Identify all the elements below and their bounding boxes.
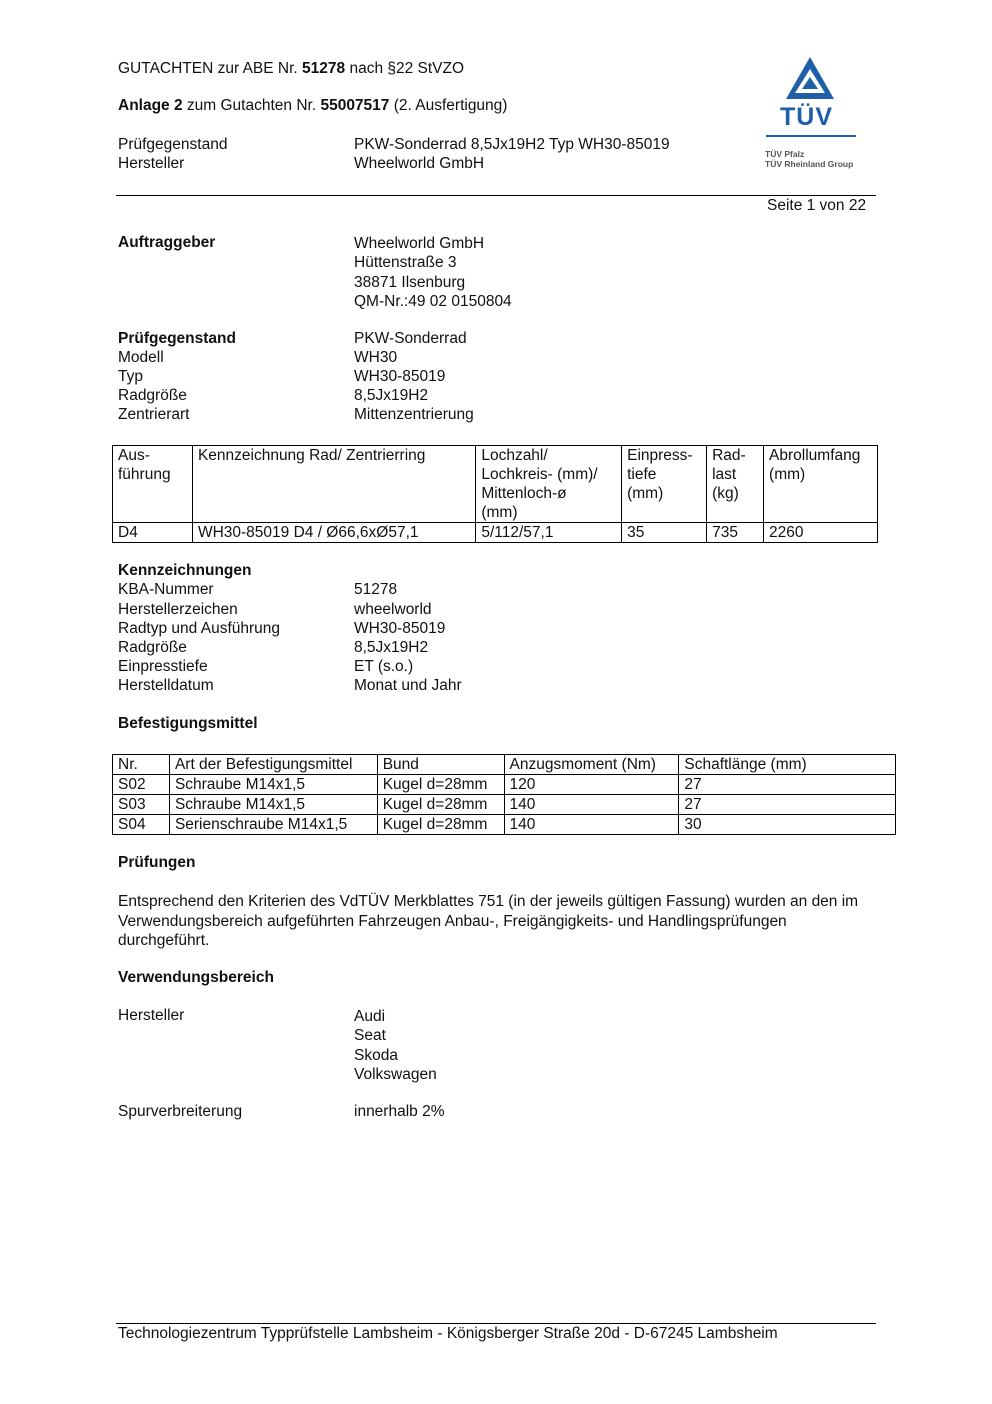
table-cell: 35 [622, 523, 707, 543]
table-cell: 140 [504, 795, 679, 815]
table-cell: 140 [504, 815, 679, 835]
table-cell: 2260 [764, 523, 878, 543]
verwendung-hersteller-label: Hersteller [118, 1007, 185, 1024]
wheel-table [112, 445, 878, 543]
table-cell: S03 [113, 795, 170, 815]
header-hersteller-label: Hersteller [118, 155, 185, 172]
table-cell: Schraube M14x1,5 [169, 775, 377, 795]
auftraggeber-line: Wheelworld GmbH [354, 235, 485, 252]
list-item: Seat [354, 1027, 386, 1045]
header-anlage: Anlage 2 zum Gutachten Nr. 55007517 (2. Ausfertigung) [118, 97, 508, 114]
pruefgegenstand-label: Prüfgegenstand [118, 330, 236, 347]
header-divider [116, 195, 876, 196]
table-cell: Kugel d=28mm [377, 775, 504, 795]
verwendung-hersteller-list [354, 1007, 437, 1084]
radgroesse-label: Radgröße [118, 387, 187, 404]
befestigung-title: Befestigungsmittel [118, 715, 258, 732]
zentrierart-label: Zentrierart [118, 406, 190, 423]
table-cell: WH30-85019 D4 / Ø66,6xØ57,1 [192, 523, 475, 543]
kbz-label: KBA-Nummer [118, 581, 214, 598]
list-item: Audi [354, 1008, 386, 1025]
footer-text: Technologiezentrum Typprüfstelle Lambsheim - Königsberger Straße 20d - D-67245 Lambsheim [118, 1325, 778, 1342]
table-cell: S02 [113, 775, 170, 795]
header-pg-value: PKW-Sonderrad 8,5Jx19H2 Typ WH30-85019 [354, 136, 670, 153]
table-cell: 120 [504, 775, 679, 795]
header-pg-label: Prüfgegenstand [118, 136, 228, 153]
table-cell: Serienschraube M14x1,5 [169, 815, 377, 835]
verwendung-title: Verwendungsbereich [118, 969, 274, 986]
list-item: Volkswagen [354, 1065, 437, 1083]
list-item: Skoda [354, 1046, 398, 1064]
table-header-cell: Bund [377, 755, 504, 775]
table-cell: 27 [679, 775, 896, 795]
wheel-header-cell: Einpress- tiefe (mm) [622, 446, 707, 523]
footer-divider [116, 1323, 876, 1324]
table-header-cell: Nr. [113, 755, 170, 775]
modell-value: WH30 [354, 349, 398, 366]
tuv-logo-text: TÜV [780, 103, 833, 131]
table-cell: D4 [113, 523, 193, 543]
wheel-header-cell: Rad- last (kg) [707, 446, 764, 523]
table-cell: 735 [707, 523, 764, 543]
page-number: Seite 1 von 22 [767, 197, 867, 214]
tuv-logo-sub1: TÜV Pfalz [765, 149, 805, 159]
header-hersteller-value: Wheelworld GmbH [354, 155, 485, 172]
wheel-header-cell: Aus- führung [113, 446, 193, 523]
tuv-logo [762, 55, 862, 175]
auftraggeber-label: Auftraggeber [118, 234, 216, 251]
wheel-table-header-row [113, 446, 878, 523]
table-header-cell: Anzugsmoment (Nm) [504, 755, 679, 775]
typ-label: Typ [118, 368, 143, 385]
spur-label: Spurverbreiterung [118, 1103, 243, 1120]
kbz-label: Einpresstiefe [118, 658, 208, 675]
radgroesse-value: 8,5Jx19H2 [354, 387, 429, 404]
auftraggeber-line: 38871 Ilsenburg [354, 273, 466, 291]
table-cell: Kugel d=28mm [377, 795, 504, 815]
modell-label: Modell [118, 349, 164, 366]
kennzeichnungen-title: Kennzeichnungen [118, 562, 252, 579]
table-header-cell: Art der Befestigungsmittel [169, 755, 377, 775]
kbz-value: 51278 [354, 581, 398, 598]
auftraggeber-line: Hüttenstraße 3 [354, 254, 457, 272]
table-cell: S04 [113, 815, 170, 835]
kbz-label: Radgröße [118, 639, 187, 656]
kbz-label: Herstelldatum [118, 677, 214, 694]
kbz-value: ET (s.o.) [354, 658, 414, 675]
kbz-value: 8,5Jx19H2 [354, 639, 429, 656]
table-row [113, 795, 896, 815]
table-cell: 5/112/57,1 [476, 523, 622, 543]
pruefungen-title: Prüfungen [118, 854, 196, 871]
wheel-header-cell: Kennzeichnung Rad/ Zentrierring [192, 446, 475, 523]
table-header-cell: Schaftlänge (mm) [679, 755, 896, 775]
spur-value: innerhalb 2% [354, 1103, 445, 1120]
table-cell: 27 [679, 795, 896, 815]
wheel-header-cell: Lochzahl/ Lochkreis- (mm)/ Mittenloch-ø (mm) [476, 446, 622, 523]
kbz-value: WH30-85019 [354, 620, 446, 637]
table-row [113, 775, 896, 795]
table-row [113, 815, 896, 835]
tuv-triangle-icon [762, 55, 862, 105]
table-row [113, 523, 878, 543]
table-cell: Schraube M14x1,5 [169, 795, 377, 815]
kbz-value: wheelworld [354, 601, 432, 618]
header-title: GUTACHTEN zur ABE Nr. 51278 nach §22 StVZO [118, 60, 465, 77]
auftraggeber-line: QM-Nr.:49 02 0150804 [354, 292, 512, 310]
wheel-header-cell: Abrollumfang (mm) [764, 446, 878, 523]
pruefungen-text: Entsprechend den Kriterien des VdTÜV Merkblattes 751 (in der jeweils gültigen Fassung) wurden an den im Verwendungsbereich aufgeführten Fahrzeugen Anbau-, Freigängigkeits- und Handlingsprüfungen durchgeführt. [118, 893, 859, 949]
table-cell: Kugel d=28mm [377, 815, 504, 835]
zentrierart-value: Mittenzentrierung [354, 406, 474, 423]
auftraggeber-address [354, 234, 512, 311]
typ-value: WH30-85019 [354, 368, 446, 385]
kbz-label: Herstellerzeichen [118, 601, 238, 618]
befestigung-header-row [113, 755, 896, 775]
kbz-label: Radtyp und Ausführung [118, 620, 281, 637]
pruefgegenstand-value: PKW-Sonderrad [354, 330, 467, 347]
tuv-logo-sub2: TÜV Rheinland Group [765, 159, 854, 169]
table-cell: 30 [679, 815, 896, 835]
kbz-value: Monat und Jahr [354, 677, 462, 694]
befestigung-table [112, 754, 896, 835]
